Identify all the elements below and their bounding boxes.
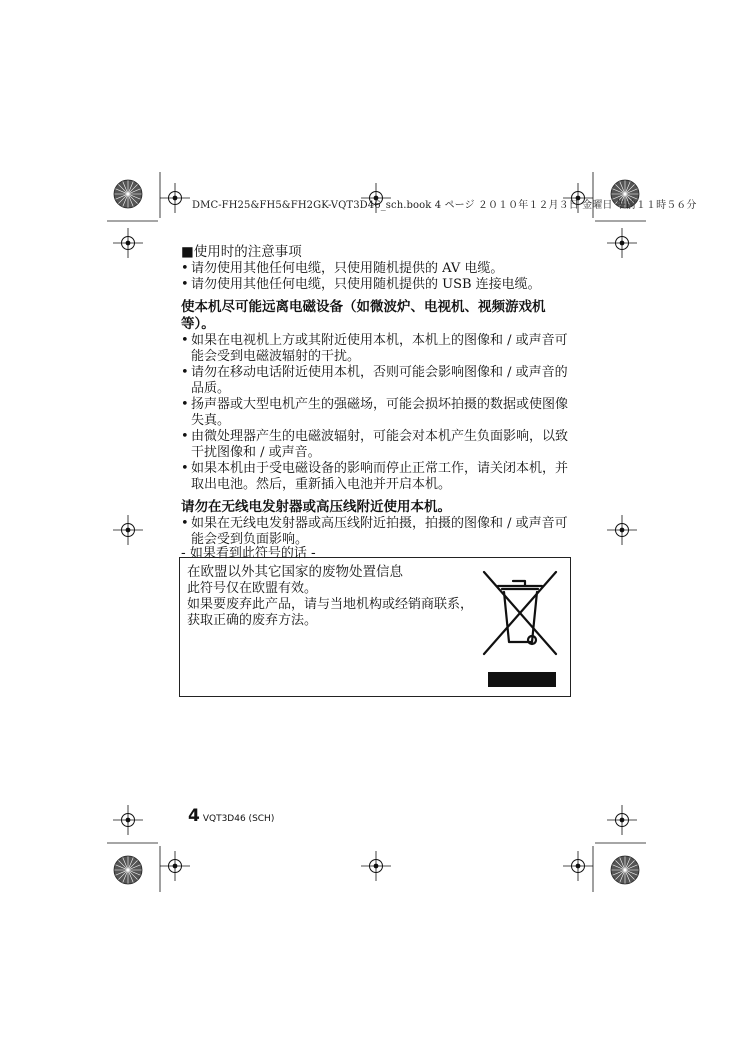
list-item: • 如果在电视机上方或其附近使用本机，本机上的图像和 / 或声音可能会受到电磁波辐射的干扰。 (181, 333, 576, 365)
list-item: • 扬声器或大型电机产生的强磁场，可能会损坏拍摄的数据或使图像失真。 (181, 397, 576, 429)
disposal-info-box (179, 557, 571, 697)
file-info-line: DMC-FH25&FH5&FH2GK-VQT3D46_sch.book 4 ページ ２０１０年１２月３日 金曜日 午前１１時５６分 (192, 200, 697, 211)
registration-mark-icon (113, 805, 143, 835)
registration-mark-icon (607, 228, 637, 258)
color-wheel-icon (114, 856, 142, 884)
symbol-note-title: - 如果看到此符号的话 - (181, 546, 316, 561)
page-footer (188, 806, 274, 826)
list-item: • 如果本机由于受电磁设备的影响而停止正常工作，请关闭本机，并取出电池。然后，重新插入电池并开启本机。 (181, 461, 576, 493)
registration-mark-icon (563, 851, 593, 881)
disposal-title: 在欧盟以外其它国家的废物处置信息 (187, 564, 403, 580)
registration-mark-icon (160, 851, 190, 881)
page-number: 4 (188, 806, 200, 826)
registration-mark-icon (361, 851, 391, 881)
registration-mark-icon (607, 805, 637, 835)
disposal-line: 如果要废弃此产品，请与当地机构或经销商联系，获取正确的废弃方法。 (187, 597, 474, 628)
crossed-out-bin-icon (480, 568, 560, 668)
usage-list (181, 261, 576, 293)
color-wheel-icon (611, 856, 639, 884)
registration-mark-icon (160, 183, 190, 213)
disposal-line: 此符号仅在欧盟有效。 (187, 581, 318, 596)
main-content (181, 244, 576, 548)
section-heading-em-devices (181, 299, 576, 333)
registration-mark-icon (113, 228, 143, 258)
list-item: • 由微处理器产生的电磁波辐射，可能会对本机产生负面影响，以致干扰图像和 / 或声音。 (181, 429, 576, 461)
marking-bar (488, 672, 556, 687)
em-devices-list (181, 333, 576, 493)
doc-code: VQT3D46 (SCH) (202, 814, 275, 824)
heading-line: 使本机尽可能远离电磁设备（如微波炉、电视机、视频游戏机 (181, 299, 546, 315)
registration-mark-icon (607, 515, 637, 545)
section-heading-usage: ■使用时的注意事项 (181, 244, 302, 260)
heading-line: 等）。 (181, 316, 215, 332)
disposal-text (187, 564, 477, 629)
list-item: • 请勿在移动电话附近使用本机，否则可能会影响图像和 / 或声音的品质。 (181, 365, 576, 397)
registration-mark-icon (113, 515, 143, 545)
list-item: • 如果在无线电发射器或高压线附近拍摄，拍摄的图像和 / 或声音可能会受到负面影响。 (181, 516, 576, 548)
list-item: • 请勿使用其他任何电缆，只使用随机提供的 AV 电缆。 (181, 261, 576, 277)
color-wheel-icon (114, 180, 142, 208)
list-item: • 请勿使用其他任何电缆，只使用随机提供的 USB 连接电缆。 (181, 277, 576, 293)
section-heading-radio: 请勿在无线电发射器或高压线附近使用本机。 (181, 499, 451, 515)
